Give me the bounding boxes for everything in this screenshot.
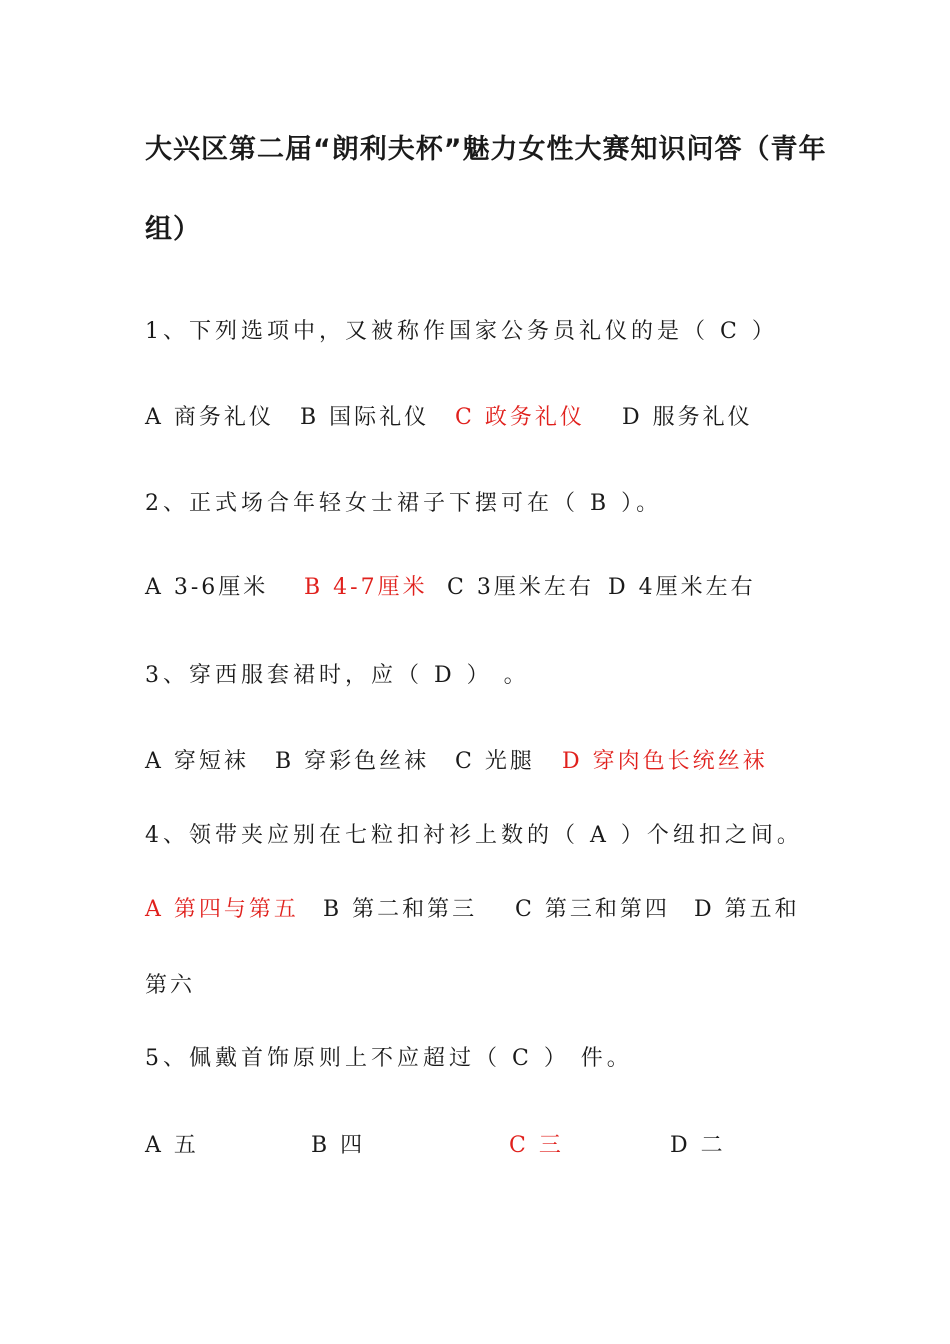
question-5-option-a: A 五 — [145, 1133, 199, 1158]
question-5-option-d: D 二 — [670, 1133, 726, 1158]
question-1-option-a: A 商务礼仪 — [145, 405, 274, 430]
question-1-option-b: B 国际礼仪 — [300, 405, 430, 430]
question-2-option-d: D 4厘米左右 — [608, 575, 756, 600]
question-4-option-d: D 第五和 — [694, 897, 800, 922]
question-5-option-c-answer: C 三 — [509, 1133, 564, 1158]
question-3-option-c: C 光腿 — [455, 749, 535, 774]
question-1-option-c-answer: C 政务礼仪 — [455, 405, 585, 430]
question-1-option-d: D 服务礼仪 — [622, 405, 753, 430]
question-4-option-b: B 第二和第三 — [323, 897, 478, 922]
document-title — [145, 110, 827, 270]
question-2-option-b-answer: B 4-7厘米 — [304, 575, 428, 600]
question-5-stem: 5、佩戴首饰原则上不应超过（ C ） 件。 — [145, 1046, 633, 1071]
question-2-stem: 2、正式场合年轻女士裙子下摆可在（ B ）。 — [145, 491, 663, 516]
question-3-option-a: A 穿短袜 — [145, 749, 249, 774]
question-4-stem: 4、领带夹应别在七粒扣衬衫上数的（ A ）个纽扣之间。 — [145, 823, 803, 848]
question-2-option-c: C 3厘米左右 — [447, 575, 594, 600]
title-line-2: 组） — [145, 214, 201, 245]
question-2-option-a: A 3-6厘米 — [145, 575, 269, 600]
title-line-1: 大兴区第二届“朗利夫杯”魅力女性大赛知识问答（青年 — [145, 134, 827, 165]
question-3-option-b: B 穿彩色丝袜 — [275, 749, 430, 774]
question-5-option-b: B 四 — [311, 1133, 366, 1158]
question-1-stem: 1、下列选项中，又被称作国家公务员礼仪的是（ C ） — [145, 319, 778, 344]
question-4-option-a-answer: A 第四与第五 — [145, 897, 299, 922]
question-3-stem: 3、穿西服套裙时，应（ D ） 。 — [145, 663, 530, 688]
question-4-option-d-continuation: 第六 — [145, 973, 196, 998]
question-4-option-c: C 第三和第四 — [515, 897, 670, 922]
question-3-option-d-answer: D 穿肉色长统丝袜 — [562, 749, 768, 774]
